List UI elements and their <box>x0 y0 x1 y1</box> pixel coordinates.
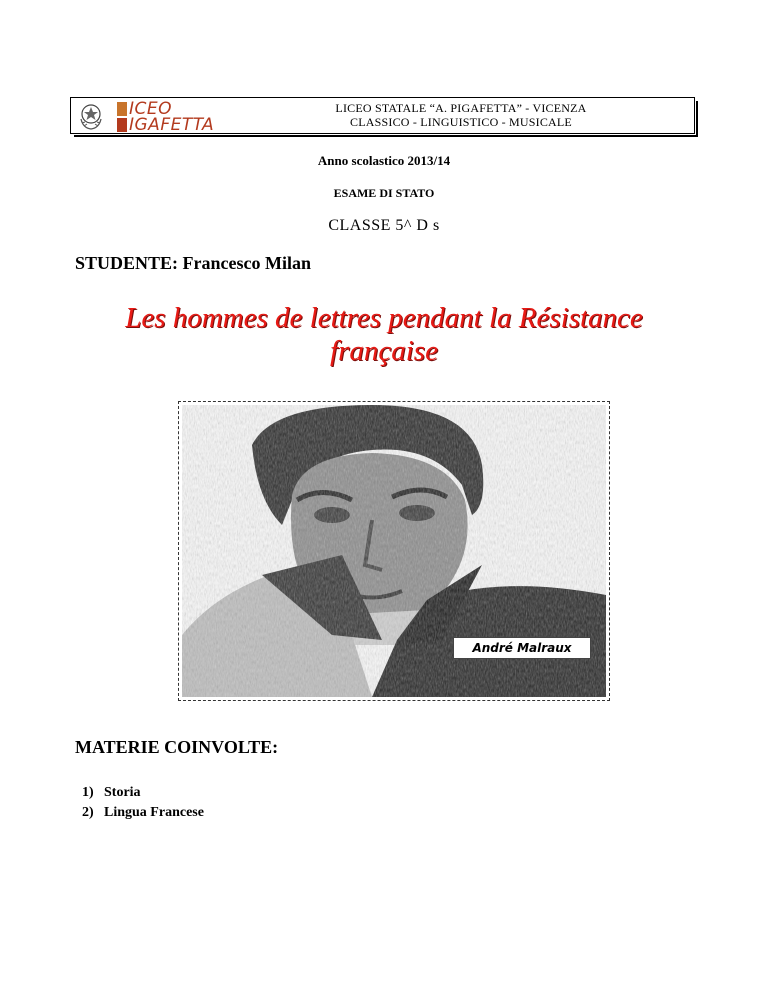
list-item-label: Lingua Francese <box>104 805 204 820</box>
school-line2: CLASSICO - LINGUISTICO - MUSICALE <box>350 115 572 129</box>
title-line1: Les hommes de lettres pendant la Résistance <box>125 302 643 334</box>
list-item-number: 1) <box>82 785 94 800</box>
school-year: Anno scolastico 2013/14 <box>317 153 451 168</box>
photo-caption: André Malraux <box>453 637 591 659</box>
subject-list <box>82 783 204 823</box>
school-name <box>311 101 611 129</box>
title-line2: française <box>330 335 438 367</box>
logo-line2: IGAFETTA <box>129 115 215 135</box>
list-item <box>82 803 204 823</box>
list-item-number: 2) <box>82 805 94 820</box>
list-item <box>82 783 204 803</box>
student-name: STUDENTE: Francesco Milan <box>75 253 311 273</box>
republic-emblem-icon <box>77 101 105 131</box>
exam-title: ESAME DI STATO <box>333 186 435 200</box>
class-label: CLASSE 5^ D s <box>328 217 440 234</box>
school-header <box>70 97 695 134</box>
school-line1: LICEO STATALE “A. PIGAFETTA” - VICENZA <box>335 101 587 115</box>
liceo-pigafetta-logo <box>115 99 215 135</box>
list-item-label: Storia <box>104 785 141 800</box>
logo-line1: ICEO <box>129 99 173 119</box>
document-title <box>0 302 768 368</box>
subjects-heading: MATERIE COINVOLTE: <box>75 737 279 757</box>
